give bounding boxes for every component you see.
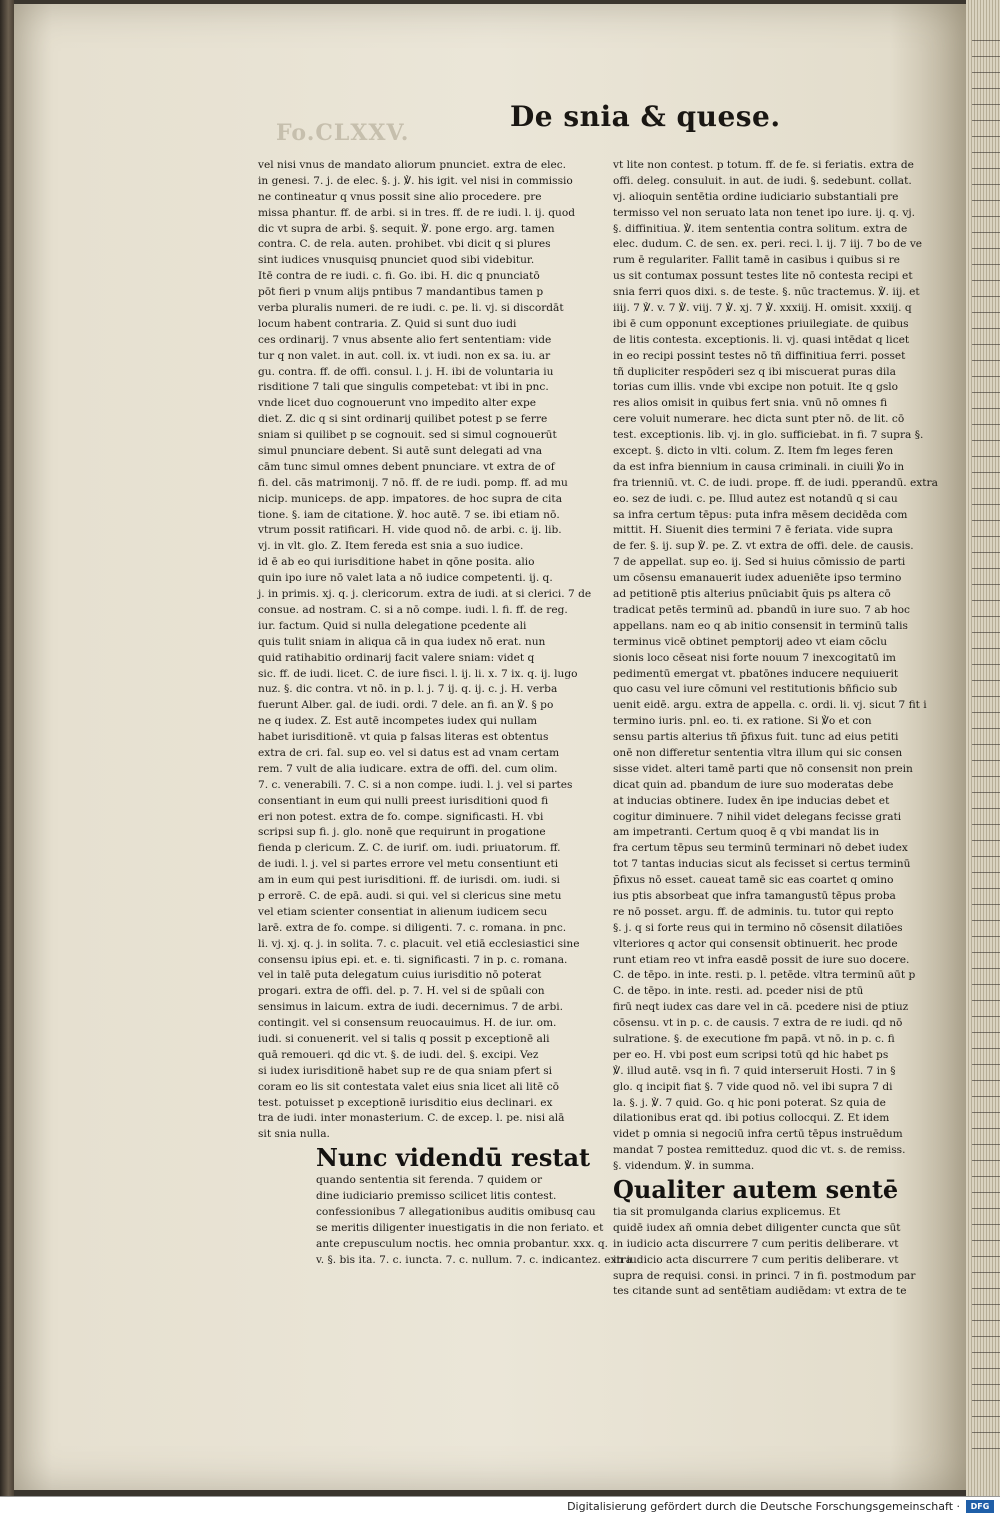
text-line: tradicat petēs terminū ad. pbandū in iure suo. 7 ab hoc bbox=[613, 603, 910, 616]
right-rubric: Qualiter autem sentē bbox=[613, 1175, 899, 1204]
text-line: quā remoueri. qd dic vt. §. de iudi. del. §. excipi. Vez bbox=[258, 1048, 539, 1061]
text-line: am impetranti. Certum quoq ē q vbi mandat lis in bbox=[613, 826, 880, 839]
text-line: tra de iudi. inter monasterium. C. de excep. l. pe. nisi alā bbox=[258, 1112, 565, 1125]
text-line: in iudicio acta discurrere 7 cum peritis deliberare. vt bbox=[613, 1253, 899, 1266]
text-line: 7 de appellat. sup eo. ij. Sed si huius cōmissio de parti bbox=[613, 556, 906, 569]
text-line: us sit contumax possunt testes lite nō contesta recipi et bbox=[613, 270, 913, 283]
text-line: quid ratihabitio ordinarij facit valere sniam: videt q bbox=[258, 651, 535, 664]
text-line: fra trienniū. vt. C. de iudi. prope. ff. de iudi. pperandū. extra bbox=[613, 476, 938, 489]
text-line: tot 7 tantas inducias sicut als fecisset si certus terminū bbox=[613, 858, 911, 871]
text-line: larē. extra de fo. compe. si diligenti. 7. c. romana. in pnc. bbox=[258, 921, 567, 934]
text-line: contra. C. de rela. auten. prohibet. vbi dicit q si plures bbox=[258, 238, 551, 251]
text-line: dilationibus erat qd. ibi potius collocqui. Z. Et idem bbox=[613, 1112, 890, 1125]
text-line: de fer. §. ij. sup ℣. pe. Z. vt extra de offi. dele. de causis. bbox=[613, 540, 914, 553]
text-line: quis tulit sniam in aliqua cā in qua iudex nō erat. nun bbox=[258, 635, 546, 648]
text-line: v. §. bis ita. 7. c. iuncta. 7. c. nullum. 7. c. indicantez. extra bbox=[316, 1253, 633, 1266]
text-line: diet. Z. dic q si sint ordinarij quilibet potest p se ferre bbox=[258, 413, 548, 426]
text-line: tñ dupliciter respōderi sez q ibi miscuerat puras dila bbox=[613, 365, 896, 378]
text-line: in iudicio acta discurrere 7 cum peritis deliberare. vt bbox=[613, 1237, 899, 1250]
text-line: res alios omisit in quibus fert snia. vnū nō omnes fi bbox=[613, 397, 888, 410]
text-line: onē non differetur sententia vltra illum qui sic consen bbox=[613, 746, 903, 759]
text-line: terminus vicē obtinet pemptorij adeo vt eiam cōclu bbox=[613, 635, 888, 648]
text-line: sniam si quilibet p se cognouit. sed si simul cognouerūt bbox=[258, 429, 557, 442]
text-line: sensu partis alterius tñ p̄fixus fuit. tunc ad eius petiti bbox=[613, 731, 899, 744]
text-line: termisso vel non seruato lata non tenet ipo iure. ij. q. vj. bbox=[613, 206, 915, 219]
text-line: fi. del. cās matrimonij. 7 nō. ff. de re iudi. pomp. ff. ad mu bbox=[258, 476, 568, 489]
text-line: runt etiam reo vt infra easdē possit de iure suo docere. bbox=[613, 953, 910, 966]
text-line: snia ferri quos dixi. s. de teste. §. nūc tractemus. ℣. iij. et bbox=[613, 286, 920, 299]
text-line: risditione 7 tali que singulis competebat: vt ibi in pnc. bbox=[258, 381, 549, 394]
text-line: progari. extra de offi. del. p. 7. H. vel si de spūali con bbox=[258, 985, 545, 998]
text-line: eo. sez de iudi. c. pe. Illud autez est notandū q si cau bbox=[613, 492, 898, 505]
text-line: vel etiam scienter consentiat in alienum iudicem secu bbox=[258, 905, 548, 918]
text-line: iiij. 7 ℣. v. 7 ℣. viij. 7 ℣. xj. 7 ℣. xxxiij. H. omisit. xxxiij. q bbox=[613, 302, 912, 315]
text-line: p̄fixus nō esset. caueat tamē sic eas coartet q omino bbox=[613, 874, 894, 887]
text-line: de litis contesta. exceptionis. li. vj. quasi intēdat q licet bbox=[613, 333, 910, 346]
text-line: vel nisi vnus de mandato aliorum pnunciet. extra de elec. bbox=[258, 159, 567, 171]
text-line: eri non potest. extra de fo. compe. significasti. H. vbi bbox=[258, 810, 544, 823]
text-line: sensimus in laicum. extra de iudi. decernimus. 7 de arbi. bbox=[258, 1001, 564, 1014]
text-line: per eo. H. vbi post eum scripsi totū qd hic habet ps bbox=[613, 1048, 889, 1061]
text-line: cere voluit numerare. hec dicta sunt pter nō. de lit. cō bbox=[613, 413, 905, 426]
text-line: in eo recipi possint testes nō tñ diffinitiua ferri. posset bbox=[613, 349, 906, 362]
right-column-after-rubric bbox=[613, 1205, 923, 1300]
text-line: glo. q incipit fiat §. 7 vide quod nō. vel ibi supra 7 di bbox=[613, 1080, 893, 1093]
text-line: ne q iudex. Z. Est autē incompetes iudex qui nullam bbox=[258, 715, 538, 728]
text-line: de iudi. l. j. vel si partes errore vel metu consentiunt eti bbox=[258, 858, 559, 871]
text-line: §. videndum. ℣. in summa. bbox=[613, 1160, 755, 1173]
text-line: quidē iudex añ omnia debet diligenter cuncta que sūt bbox=[613, 1221, 901, 1234]
text-line: ℣. illud autē. vsq in fi. 7 quid interseruit Hosti. 7 in § bbox=[613, 1064, 896, 1077]
text-line: quando sententia sit ferenda. 7 quidem or bbox=[316, 1174, 543, 1187]
book-right-page-edges bbox=[966, 0, 1000, 1496]
text-line: termino iuris. pnl. eo. ti. ex ratione. Si ℣o et con bbox=[613, 715, 872, 728]
text-line: videt p omnia si negociū infra certū tēpus instruēdum bbox=[613, 1128, 903, 1141]
text-line: contingit. vel si consensum reuocauimus. H. de iur. om. bbox=[258, 1017, 557, 1030]
left-column-lines bbox=[258, 158, 592, 1143]
text-line: sulratione. §. de executione fm papā. vt nō. in p. c. fi bbox=[613, 1032, 895, 1045]
text-line: cām tunc simul omnes debent pnunciare. vt extra de of bbox=[258, 460, 555, 473]
text-line: test. exceptionis. lib. vj. in glo. sufficiebat. in fi. 7 supra §. bbox=[613, 429, 924, 442]
text-line: vj. alioquin sentētia ordine iudiciario substantiali pre bbox=[613, 190, 899, 203]
text-line: se meritis diligenter inuestigatis in die non feriato. et bbox=[316, 1221, 604, 1234]
text-line: j. in primis. xj. q. j. clericorum. extra de iudi. at si clerici. 7 de bbox=[258, 588, 592, 601]
text-line: cōsensu. vt in p. c. de causis. 7 extra de re iudi. qd nō bbox=[613, 1017, 903, 1030]
text-line: sint iudices vnusquisq pnunciet quod sibi videbitur. bbox=[258, 254, 535, 267]
text-line: sisse videt. alteri tamē parti que nō consensit non prein bbox=[613, 762, 913, 775]
text-line: offi. deleg. consuluit. in aut. de iudi. §. sedebunt. collat. bbox=[613, 174, 912, 187]
digitization-footer bbox=[0, 1496, 1000, 1517]
text-line: locum habent contraria. Z. Quid si sunt duo iudi bbox=[258, 317, 517, 330]
text-line: da est infra biennium in causa criminali. in ciuili ℣o in bbox=[613, 460, 905, 473]
right-column-lines bbox=[613, 158, 938, 1175]
text-line: id ē ab eo qui iurisditione habet in qōne posita. alio bbox=[258, 556, 535, 569]
text-line: confessionibus 7 allegationibus auditis omibusq cau bbox=[316, 1206, 596, 1218]
text-line: li. vj. xj. q. j. in solita. 7. c. placuit. vel etiā ecclesiastici sine bbox=[258, 937, 580, 950]
text-line: consensu ipius epi. et. e. ti. significasti. 7 in p. c. romana. bbox=[258, 953, 568, 966]
text-line: vt lite non contest. p totum. ff. de fe. si feriatis. extra de bbox=[613, 159, 914, 171]
text-line: ces ordinarij. 7 vnus absente alio fert sententiam: vide bbox=[258, 333, 552, 346]
text-line: pōt fieri p vnum alijs pntibus 7 mandantibus tamen p bbox=[258, 286, 544, 299]
right-text-column bbox=[613, 158, 938, 1300]
text-line: vtrum possit ratificari. H. vide quod nō. de arbi. c. ij. lib. bbox=[258, 524, 562, 537]
text-line: ius ptis absorbeat que infra tamangustū tēpus proba bbox=[613, 889, 896, 902]
text-line: p errorē. C. de epā. audi. si qui. vel si clericus sine metu bbox=[258, 889, 562, 902]
text-line: extra de cri. fal. sup eo. vel si datus est ad vnam certam bbox=[258, 746, 560, 759]
text-line: sic. ff. de iudi. licet. C. de iure fisci. l. ij. li. x. 7 ix. q. ij. lugo bbox=[258, 667, 578, 680]
left-rubric: Nunc videndū restat bbox=[316, 1143, 591, 1173]
text-line: iur. factum. Quid si nulla delegatione pcedente ali bbox=[258, 619, 527, 632]
ghost-folio-bleedthrough: Fo.CLXXV. bbox=[276, 120, 410, 146]
text-line: supra de requisi. consi. in princi. 7 in fi. postmodum par bbox=[613, 1269, 916, 1282]
text-line: firū neqt iudex cas dare vel in cā. pcedere nisi de ptiuz bbox=[613, 1001, 909, 1014]
text-line: uenit eidē. argu. extra de appella. c. ordi. li. vj. sicut 7 fit i bbox=[613, 699, 927, 712]
text-line: dicat quin ad. pbandum de iure suo moderatas debe bbox=[613, 778, 894, 791]
text-line: rum ē regulariter. Fallit tamē in casibus i quibus si re bbox=[613, 254, 900, 267]
text-line: except. §. dicto in vlti. colum. Z. Item fm leges feren bbox=[613, 445, 894, 458]
text-line: mittit. H. Siuenit dies termini 7 ē feriata. vide supra bbox=[613, 524, 893, 537]
text-line: pedimentū emergat vt. pbatōnes inducere nequiuerit bbox=[613, 667, 899, 680]
text-line: vel in talē puta delegatum cuius iurisditio nō poterat bbox=[258, 969, 542, 982]
text-line: coram eo lis sit contestata valet eius snia licet ali litē cō bbox=[258, 1080, 560, 1093]
text-line: tes citande sunt ad sentētiam audiēdam: vt extra de te bbox=[613, 1285, 907, 1298]
text-line: re nō posset. argu. ff. de adminis. tu. tutor qui repto bbox=[613, 905, 894, 918]
text-line: vnde licet duo cognouerunt vno impedito alter expe bbox=[258, 397, 537, 410]
text-line: la. §. j. ℣. 7 quid. Go. q hic poni poterat. Sz quia de bbox=[613, 1096, 886, 1109]
text-line: C. de tēpo. in inte. resti. p. l. petēde. vltra terminū aūt p bbox=[613, 969, 916, 982]
text-line: tione. §. iam de citatione. ℣. hoc autē. 7 se. ibi etiam nō. bbox=[258, 508, 560, 521]
text-line: rem. 7 vult de alia iudicare. extra de offi. del. cum olim. bbox=[258, 762, 558, 775]
text-line: sit snia nulla. bbox=[258, 1128, 330, 1141]
text-line: nuz. §. dic contra. vt nō. in p. l. j. 7 ij. q. ij. c. j. H. verba bbox=[258, 683, 558, 696]
text-line: appellans. nam eo q ab initio consensit in terminū talis bbox=[613, 619, 908, 632]
text-line: consue. ad nostram. C. si a nō compe. iudi. l. fi. ff. de reg. bbox=[258, 603, 568, 616]
text-line: simul pnunciare debent. Si autē sunt delegati ad vna bbox=[258, 445, 543, 458]
text-line: quo casu vel iure cōmuni vel restitutionis bñficio sub bbox=[613, 683, 898, 696]
text-line: §. diffinitiua. ℣. item sententia contra solitum. extra de bbox=[613, 222, 908, 235]
text-line: ibi ē cum opponunt exceptiones priuilegiate. de quibus bbox=[613, 317, 909, 330]
left-column-after-rubric bbox=[258, 1173, 633, 1268]
text-line: torias cum illis. vnde vbi excipe non potuit. Ite q gslo bbox=[613, 381, 899, 394]
text-line: 7. c. venerabili. 7. C. si a non compe. iudi. l. j. vel si partes bbox=[258, 778, 573, 791]
text-line: §. j. q si forte reus qui in termino nō cōsensit dilatiōes bbox=[613, 921, 903, 934]
text-line: habet iurisditionē. vt quia p falsas literas est obtentus bbox=[258, 731, 549, 744]
text-line: ante crepusculum noctis. hec omnia probantur. xxx. q. bbox=[316, 1237, 609, 1250]
text-line: fra certum tēpus seu terminū terminari nō debet iudex bbox=[613, 842, 908, 855]
text-line: nicip. municeps. de app. impatores. de hoc supra de cita bbox=[258, 492, 563, 505]
text-line: tia sit promulganda clarius explicemus. Et bbox=[613, 1206, 841, 1218]
text-line: sa infra certum tēpus: puta infra mēsem decidēda com bbox=[613, 508, 908, 521]
text-line: cogitur diminuere. 7 nihil videt delegans fecisse grati bbox=[613, 810, 902, 823]
text-line: vj. in vlt. glo. Z. Item fereda est snia a suo iudice. bbox=[258, 540, 524, 553]
text-line: mandat 7 postea remitteduz. quod dic vt. s. de remiss. bbox=[613, 1144, 906, 1157]
left-text-column bbox=[258, 158, 633, 1269]
text-line: at inducias obtinere. Iudex ēn ipe inducias debet et bbox=[613, 794, 890, 807]
page-heading: De snia & quese. bbox=[510, 100, 781, 133]
text-line: fuerunt Alber. gal. de iudi. ordi. 7 dele. an fi. an ℣. § po bbox=[258, 699, 554, 712]
text-line: test. potuisset p exceptionē iurisditio eius declinari. ex bbox=[258, 1096, 553, 1109]
book-left-edge bbox=[0, 0, 14, 1496]
text-line: verba pluralis numeri. de re iudi. c. pe. li. vj. si discordāt bbox=[258, 302, 564, 315]
text-line: sionis loco cēseat nisi forte nouum 7 inexcogitatū im bbox=[613, 651, 896, 664]
text-line: ad petitionē ptis alterius pnūciabit q̄uis ps altera cō bbox=[613, 588, 891, 601]
text-line: dine iudiciario premisso scilicet litis contest. bbox=[316, 1190, 557, 1203]
text-line: vlteriores q actor qui consensit obtinuerit. hec prode bbox=[613, 937, 898, 950]
text-line: iudi. si conuenerit. vel si talis q possit p exceptionē ali bbox=[258, 1032, 550, 1045]
text-line: elec. dudum. C. de sen. ex. peri. reci. l. ij. 7 iij. 7 bo de ve bbox=[613, 238, 923, 251]
text-line: si iudex iurisditionē habet sup re de qua sniam pfert si bbox=[258, 1064, 553, 1077]
text-line: scripsi sup fi. j. glo. nonē que requirunt in progatione bbox=[258, 826, 546, 839]
text-line: quin ipo iure nō valet lata a nō iudice competenti. ij. q. bbox=[258, 572, 553, 585]
text-line: fienda p clericum. Z. C. de iurif. om. iudi. priuatorum. ff. bbox=[258, 842, 561, 855]
dfg-logo: DFG bbox=[966, 1500, 994, 1513]
text-line: dic vt supra de arbi. §. sequit. ℣. pone ergo. arg. tamen bbox=[258, 222, 555, 235]
text-line: C. de tēpo. in inte. resti. ad. pceder nisi de ptū bbox=[613, 985, 864, 998]
text-line: um cōsensu emanauerit iudex adueniēte ipso termino bbox=[613, 572, 902, 585]
text-line: in genesi. 7. j. de elec. §. j. ℣. his igit. vel nisi in commissio bbox=[258, 174, 573, 187]
text-line: gu. contra. ff. de offi. consul. l. j. H. ibi de voluntaria iu bbox=[258, 365, 554, 378]
text-line: tur q non valet. in aut. coll. ix. vt iudi. non ex sa. iu. ar bbox=[258, 349, 551, 362]
text-line: missa phantur. ff. de arbi. si in tres. ff. de re iudi. l. ij. quod bbox=[258, 206, 575, 219]
text-line: ne contineatur q vnus possit sine alio procedere. pre bbox=[258, 190, 542, 203]
footer-credit-text: Digitalisierung gefördert durch die Deutsche Forschungsgemeinschaft · bbox=[567, 1500, 960, 1513]
text-line: Itē contra de re iudi. c. fi. Go. ibi. H. dic q pnunciatō bbox=[258, 270, 540, 283]
text-line: am in eum qui pest iurisditioni. ff. de iurisdi. om. iudi. si bbox=[258, 874, 560, 887]
text-line: consentiant in eum qui nulli preest iurisditioni quod fi bbox=[258, 794, 549, 807]
